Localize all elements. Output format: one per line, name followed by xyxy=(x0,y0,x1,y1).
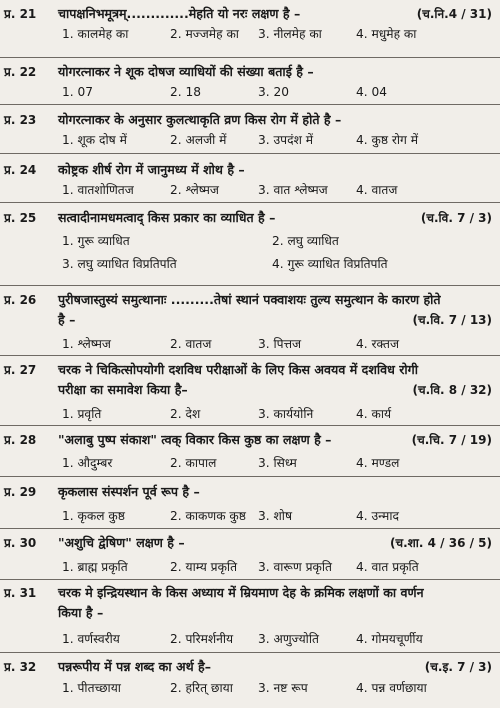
question-number: प्र. 21 xyxy=(4,7,37,21)
question-29 xyxy=(0,482,500,526)
divider xyxy=(0,528,500,529)
divider xyxy=(0,57,500,58)
option-3: 3. उपदंश में xyxy=(258,133,314,147)
question-text-continued: किया है – xyxy=(58,605,104,620)
question-22 xyxy=(0,62,500,102)
option-2: 2. श्लेष्मज xyxy=(170,183,219,197)
option-1: 1. प्रवृति xyxy=(62,407,102,421)
question-text: योगरत्नाकर के अनुसार कुलत्थाकृति व्रण किस रोग में होते है – xyxy=(58,112,342,127)
option-3: 3. पित्तज xyxy=(258,337,302,351)
question-number: प्र. 32 xyxy=(4,660,37,674)
question-text: कोष्ट्रक शीर्ष रोग में जानुमध्य में शोथ है – xyxy=(58,162,245,177)
option-1: 1. ब्राह्म प्रकृति xyxy=(62,560,128,574)
question-text: चरक ने चिकित्सोपयोगी दशविध परीक्षाओं के लिए किस अवयव में दशविध रोगी xyxy=(58,362,419,377)
reference: (च.चि. 7 / 19) xyxy=(411,433,492,447)
option-2: 2. 18 xyxy=(170,85,202,99)
question-21 xyxy=(0,4,500,44)
option-3: 3. 20 xyxy=(258,85,290,99)
reference: (च.इ. 7 / 3) xyxy=(424,660,492,674)
question-text: "अलाबु पुष्प संकाश" त्वक् विकार किस कुष्ठ का लक्षण है – xyxy=(58,432,332,447)
option-1: 1. वर्णस्वरीय xyxy=(62,632,120,646)
option-4: 4. कुष्ठ रोग में xyxy=(356,133,419,147)
option-2: 2. याम्य प्रकृति xyxy=(170,560,238,574)
question-text: "अशुचि द्वेषिण" लक्षण है – xyxy=(58,535,185,550)
option-4: 4. मण्डल xyxy=(356,456,400,470)
option-1: 1. 07 xyxy=(62,85,94,99)
option-4: 4. वातज xyxy=(356,183,398,197)
option-1: 1. शूक दोष में xyxy=(62,133,127,147)
option-1: 1. श्लेष्मज xyxy=(62,337,111,351)
option-2: 2. मज्जमेह का xyxy=(170,27,239,41)
option-1: 1. पीतच्छाया xyxy=(62,681,121,695)
option-4: 4. कार्य xyxy=(356,407,392,421)
divider xyxy=(0,153,500,154)
option-3: 3. अणुज्योति xyxy=(258,632,319,646)
question-number: प्र. 30 xyxy=(4,536,37,550)
option-3: 3. वात श्लेष्मज xyxy=(258,183,328,197)
option-4: 4. गुरू व्याधित विप्रतिपति xyxy=(272,257,388,271)
divider xyxy=(0,579,500,580)
option-2: 2. कापाल xyxy=(170,456,217,470)
divider xyxy=(0,202,500,203)
option-3: 3. सिध्म xyxy=(258,456,297,470)
option-4: 4. पन्न वर्णछाया xyxy=(356,681,427,695)
question-24 xyxy=(0,160,500,200)
option-2: 2. अलजी में xyxy=(170,133,227,147)
question-number: प्र. 23 xyxy=(4,113,37,127)
question-text: चापक्षनिभमूत्रम्.............मेहति यो नरः लक्षण है – xyxy=(58,6,301,21)
divider xyxy=(0,285,500,286)
question-32 xyxy=(0,657,500,698)
option-4: 4. मधुमेह का xyxy=(356,27,417,41)
question-number: प्र. 25 xyxy=(4,211,37,225)
question-30 xyxy=(0,533,500,577)
option-3: 3. लघु व्याधित विप्रतिपति xyxy=(62,257,177,271)
option-4: 4. वात प्रकृति xyxy=(356,560,419,574)
option-2: 2. लघु व्याधित xyxy=(272,234,339,248)
option-1: 1. औदुम्बर xyxy=(62,456,113,470)
question-26 xyxy=(0,290,500,354)
option-1: 1. कृकल कुष्ठ xyxy=(62,509,125,523)
option-1: 1. वातशोणितज xyxy=(62,183,134,197)
divider xyxy=(0,476,500,477)
option-2: 2. वातज xyxy=(170,337,212,351)
option-3: 3. कार्ययोनि xyxy=(258,407,314,421)
option-2: 2. काकणक कुष्ठ xyxy=(170,509,246,523)
divider xyxy=(0,652,500,653)
option-3: 3. नष्ट रूप xyxy=(258,681,308,695)
question-25 xyxy=(0,208,500,274)
question-text: कृकलास संस्पर्शन पूर्व रूप है – xyxy=(58,484,200,499)
question-27 xyxy=(0,360,500,424)
question-23 xyxy=(0,110,500,150)
question-text-continued: है – xyxy=(58,312,76,327)
question-text: योगरत्नाकर ने शूक दोषज व्याधियों की संख्या बताई है – xyxy=(58,64,314,79)
divider xyxy=(0,355,500,356)
reference: (च.नि.4 / 31) xyxy=(416,7,492,21)
question-number: प्र. 26 xyxy=(4,293,37,307)
option-3: 3. नीलमेह का xyxy=(258,27,322,41)
question-number: प्र. 28 xyxy=(4,433,37,447)
question-text: पुरीषजास्तुस्यं समुत्थानाः .........तेषां स्थानं पक्वाशयः तुल्य समुत्थान के कारण होते xyxy=(58,292,441,307)
question-28 xyxy=(0,430,500,473)
divider xyxy=(0,425,500,426)
option-1: 1. गुरू व्याधित xyxy=(62,234,130,248)
option-2: 2. परिमर्शनीय xyxy=(170,632,234,646)
question-number: प्र. 22 xyxy=(4,65,37,79)
question-number: प्र. 31 xyxy=(4,586,37,600)
option-1: 1. कालमेह का xyxy=(62,27,129,41)
option-4: 4. 04 xyxy=(356,85,388,99)
reference: (च.शा. 4 / 36 / 5) xyxy=(389,536,492,550)
option-4: 4. उन्माद xyxy=(356,509,399,523)
option-3: 3. शोष xyxy=(258,509,292,523)
option-4: 4. गोमयचूर्णीय xyxy=(356,632,423,646)
reference: (च.वि. 7 / 3) xyxy=(420,211,492,225)
question-text-continued: परीक्षा का समावेश किया है– xyxy=(58,382,188,397)
question-31 xyxy=(0,583,500,649)
question-number: प्र. 27 xyxy=(4,363,37,377)
option-3: 3. वारूण प्रकृति xyxy=(258,560,332,574)
reference: (च.वि. 7 / 13) xyxy=(412,313,492,327)
option-2: 2. हरित् छाया xyxy=(170,681,233,695)
reference: (च.वि. 8 / 32) xyxy=(412,383,492,397)
divider xyxy=(0,104,500,105)
question-text: चरक मे इन्द्रियस्थान के किस अध्याय में म्रियमाण देह के क्रमिक लक्षणों का वर्णन xyxy=(58,585,424,600)
question-number: प्र. 24 xyxy=(4,163,37,177)
question-number: प्र. 29 xyxy=(4,485,37,499)
question-text: सत्वादीनामधमत्वाद् किस प्रकार का व्याधित है – xyxy=(58,210,276,225)
question-text: पन्नरूपीय में पन्न शब्द का अर्थ है– xyxy=(58,659,212,674)
option-4: 4. रक्तज xyxy=(356,337,400,351)
option-2: 2. देश xyxy=(170,407,201,421)
